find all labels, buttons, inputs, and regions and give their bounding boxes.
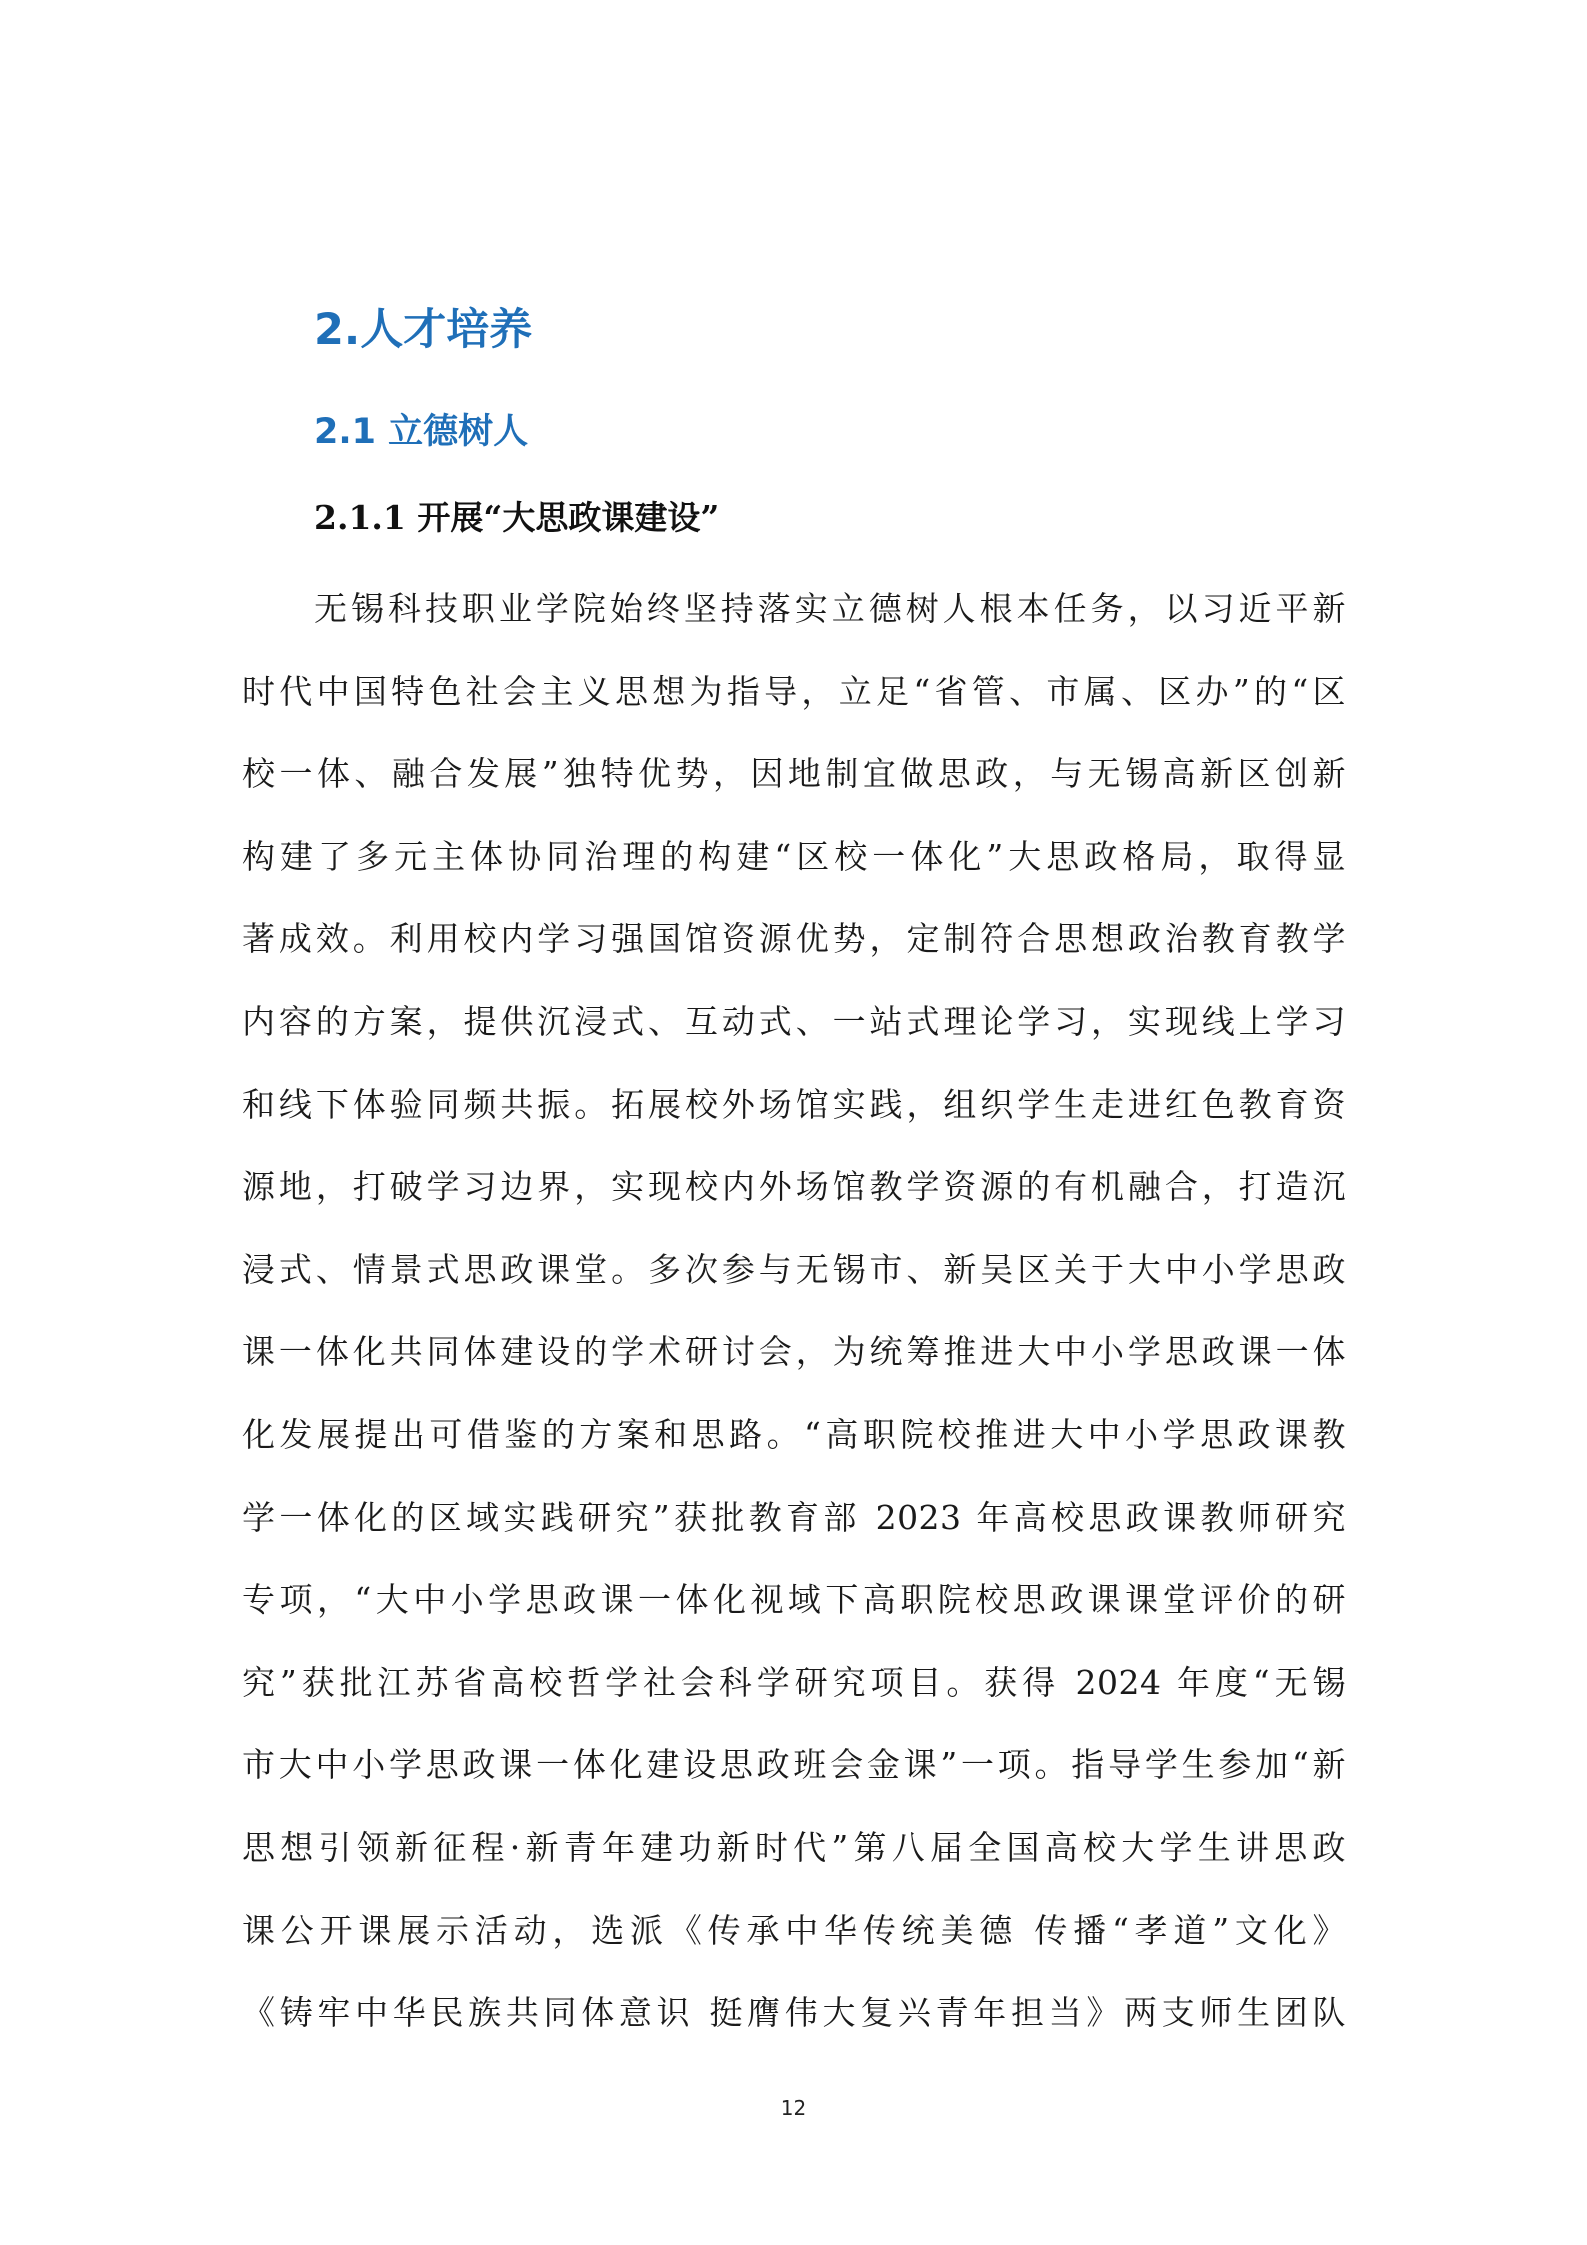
page-number: 12 [780,2096,807,2120]
paragraph-line: 市大中小学思政课一体化建设思政班会金课”一项。指导学生参加“新 [242,1745,1346,1785]
paragraph-line: 内容的方案，提供沉浸式、互动式、一站式理论学习，实现线上学习 [242,1001,1346,1041]
paragraph-line: 时代中国特色社会主义思想为指导，立足“省管、市属、区办”的“区 [242,671,1346,711]
paragraph-line: 思想引领新征程·新青年建功新时代”第八届全国高校大学生讲思政 [242,1827,1346,1867]
section-title: 2.1 立德树人 [314,412,529,452]
paragraph-line: 和线下体验同频共振。拓展校外场馆实践，组织学生走进红色教育资 [242,1084,1346,1124]
body-paragraph [242,568,1346,2055]
paragraph-line: 浸式、情景式思政课堂。多次参与无锡市、新吴区关于大中小学思政 [242,1249,1346,1289]
paragraph-line: 学一体化的区域实践研究”获批教育部 2023 年高校思政课教师研究 [242,1497,1346,1537]
paragraph-line: 著成效。利用校内学习强国馆资源优势，定制符合思想政治教育教学 [242,919,1346,959]
subsection-title: 2.1.1 开展“大思政课建设” [314,498,720,537]
paragraph-line: 化发展提出可借鉴的方案和思路。“高职院校推进大中小学思政课教 [242,1414,1346,1454]
paragraph-line: 《铸牢中华民族共同体意识 挺膺伟大复兴青年担当》两支师生团队 [242,1993,1346,2033]
paragraph-line: 课公开课展示活动，选派《传承中华传统美德 传播“孝道”文化》 [242,1910,1346,1950]
paragraph-line: 无锡科技职业学院始终坚持落实立德树人根本任务，以习近平新 [314,589,1346,628]
paragraph-line: 专项，“大中小学思政课一体化视域下高职院校思政课课堂评价的研 [242,1580,1346,1620]
paragraph-line: 课一体化共同体建设的学术研讨会，为统筹推进大中小学思政课一体 [242,1332,1346,1372]
paragraph-line: 源地，打破学习边界，实现校内外场馆教学资源的有机融合，打造沉 [242,1167,1346,1207]
paragraph-line: 校一体、融合发展”独特优势，因地制宜做思政，与无锡高新区创新 [242,754,1346,794]
paragraph-line: 究”获批江苏省高校哲学社会科学研究项目。获得 2024 年度“无锡 [242,1662,1346,1702]
chapter-title: 2.人才培养 [314,305,533,355]
paragraph-line: 构建了多元主体协同治理的构建“区校一体化”大思政格局，取得显 [242,836,1346,876]
